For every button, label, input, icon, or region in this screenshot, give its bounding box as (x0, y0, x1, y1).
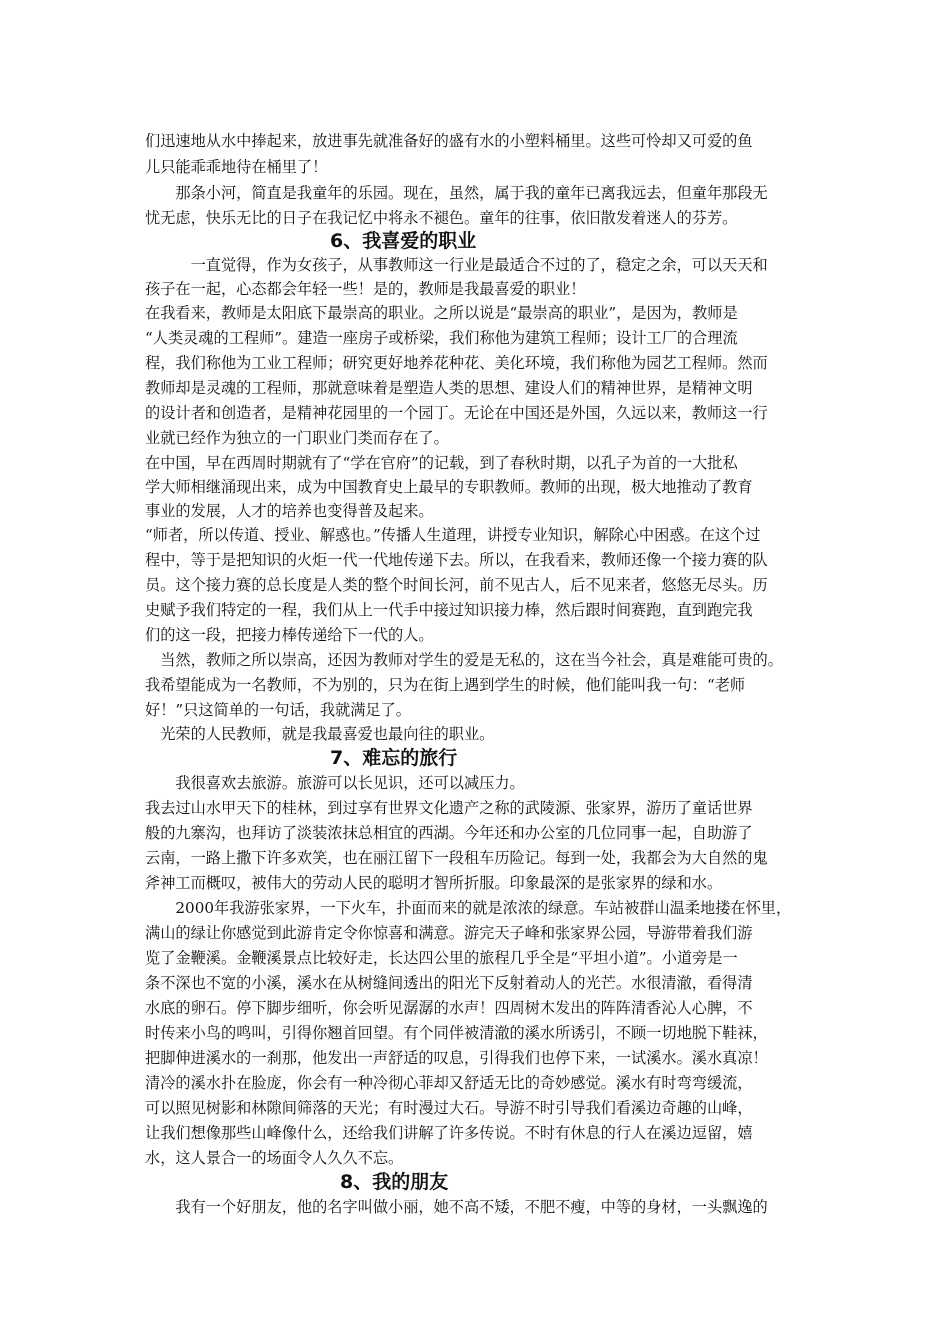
text-line: 好！”只这简单的一句话，我就满足了。 (145, 701, 411, 719)
text-line: 儿只能乖乖地待在桶里了！ (145, 158, 328, 176)
text-line: 业就已经作为独立的一门职业门类而存在了。 (145, 429, 449, 447)
text-line: 在我看来，教师是太阳底下最崇高的职业。之所以说是“最崇高的职业”，是因为，教师是 (145, 304, 738, 322)
text-line: 斧神工而概叹，被伟大的劳动人民的聪明才智所折服。印象最深的是张家界的绿和水。 (145, 874, 723, 892)
text-line: 我很喜欢去旅游。旅游可以长见识，还可以减压力。 (145, 774, 525, 792)
section-title: 6、我喜爱的职业 (330, 230, 477, 252)
text-line: 可以照见树影和林隙间筛落的天光；有时漫过大石。导游不时引导我们看溪边奇趣的山峰， (145, 1099, 753, 1117)
text-line: 条不深也不宽的小溪，溪水在从树缝间透出的阳光下反射着动人的光芒。水很清澈，看得清 (145, 974, 753, 992)
text-line: 那条小河，简直是我童年的乐园。现在，虽然，属于我的童年已离我远去，但童年那段无 (145, 184, 768, 202)
text-line: 在中国，早在西周时期就有了“学在官府”的记载，到了春秋时期，以孔子为首的一大批私 (145, 454, 738, 472)
section-title: 7、难忘的旅行 (330, 747, 458, 769)
text-line: 程中，等于是把知识的火炬一代一代地传递下去。所以，在我看来，教师还像一个接力赛的队 (145, 551, 768, 569)
text-line: “师者，所以传道、授业、解惑也。”传播人生道理，讲授专业知识，解除心中困惑。在这个过 (145, 526, 761, 544)
text-line: 览了金鞭溪。金鞭溪景点比较好走，长达四公里的旅程几乎全是“平坦小道”。小道旁是一 (145, 949, 738, 967)
text-line: 我希望能成为一名教师，不为别的，只为在街上遇到学生的时候，他们能叫我一句：“老师 (145, 676, 746, 694)
text-line: 忧无虑，快乐无比的日子在我记忆中将永不褪色。童年的往事，依旧散发着迷人的芬芳。 (145, 209, 738, 227)
text-line: 满山的绿让你感觉到此游肯定令你惊喜和满意。游完天子峰和张家界公园，导游带着我们游 (145, 924, 753, 942)
text-line: 程，我们称他为工业工程师；研究更好地养花种花、美化环境，我们称他为园艺工程师。然而 (145, 354, 768, 372)
text-line: 清冷的溪水扑在脸庞，你会有一种冷彻心菲却又舒适无比的奇妙感觉。溪水有时弯弯缓流， (145, 1074, 753, 1092)
text-line: 2000年我游张家界，一下火车，扑面而来的就是浓浓的绿意。车站被群山温柔地搂在怀里， (145, 899, 792, 917)
text-line: 的设计者和创造者，是精神花园里的一个园丁。无论在中国还是外国，久远以来，教师这一行 (145, 404, 768, 422)
text-line: 时传来小鸟的鸣叫，引得你翘首回望。有个同伴被清澈的溪水所诱引，不顾一切地脱下鞋袜， (145, 1024, 768, 1042)
text-line: 我去过山水甲天下的桂林，到过享有世界文化遗产之称的武陵源、张家界，游历了童话世界 (145, 799, 753, 817)
section-title: 8、我的朋友 (340, 1171, 449, 1193)
text-line: 水底的卵石。停下脚步细听，你会听见潺潺的水声！四周树木发出的阵阵清香沁人心脾，不 (145, 999, 753, 1017)
text-line: 光荣的人民教师，就是我最喜爱也最向往的职业。 (145, 725, 495, 743)
text-line: 员。这个接力赛的总长度是人类的整个时间长河，前不见古人，后不见来者，悠悠无尽头。历 (145, 576, 768, 594)
text-line: 云南，一路上撒下许多欢笑，也在丽江留下一段租车历险记。每到一处，我都会为大自然的鬼 (145, 849, 768, 867)
text-line: 让我们想像那些山峰像什么，还给我们讲解了许多传说。不时有休息的行人在溪边逗留，嬉 (145, 1124, 753, 1142)
text-line: “人类灵魂的工程师”。建造一座房子或桥梁，我们称他为建筑工程师；设计工厂的合理流 (145, 329, 738, 347)
text-line: 学大师相继涌现出来，成为中国教育史上最早的专职教师。教师的出现，极大地推动了教育 (145, 478, 753, 496)
text-line: 般的九寨沟，也拜访了淡装浓抹总相宜的西湖。今年还和办公室的几位同事一起，自助游了 (145, 824, 753, 842)
text-line: 一直觉得，作为女孩子，从事教师这一行业是最适合不过的了，稳定之余，可以天天和 (145, 256, 768, 274)
text-line: 当然，教师之所以崇高，还因为教师对学生的爱是无私的，这在当今社会，真是难能可贵的。 (145, 651, 783, 669)
text-line: 事业的发展，人才的培养也变得普及起来。 (145, 502, 434, 520)
text-line: 孩子在一起，心态都会年轻一些！是的，教师是我最喜爱的职业！ (145, 280, 586, 298)
text-line: 史赋予我们特定的一程，我们从上一代手中接过知识接力棒，然后跟时间赛跑，直到跑完我 (145, 601, 753, 619)
text-line: 水，这人景合一的场面令人久久不忘。 (145, 1149, 404, 1167)
text-line: 教师却是灵魂的工程师，那就意味着是塑造人类的思想、建设人们的精神世界，是精神文明 (145, 379, 753, 397)
text-line: 们的这一段，把接力棒传递给下一代的人。 (145, 626, 434, 644)
text-line: 们迅速地从水中捧起来，放进事先就准备好的盛有水的小塑料桶里。这些可怜却又可爱的鱼 (145, 132, 753, 150)
text-line: 我有一个好朋友，他的名字叫做小丽，她不高不矮，不肥不瘦，中等的身材，一头飘逸的 (145, 1198, 768, 1216)
text-line: 把脚伸进溪水的一刹那，他发出一声舒适的叹息，引得我们也停下来，一试溪水。溪水真凉！ (145, 1049, 768, 1067)
